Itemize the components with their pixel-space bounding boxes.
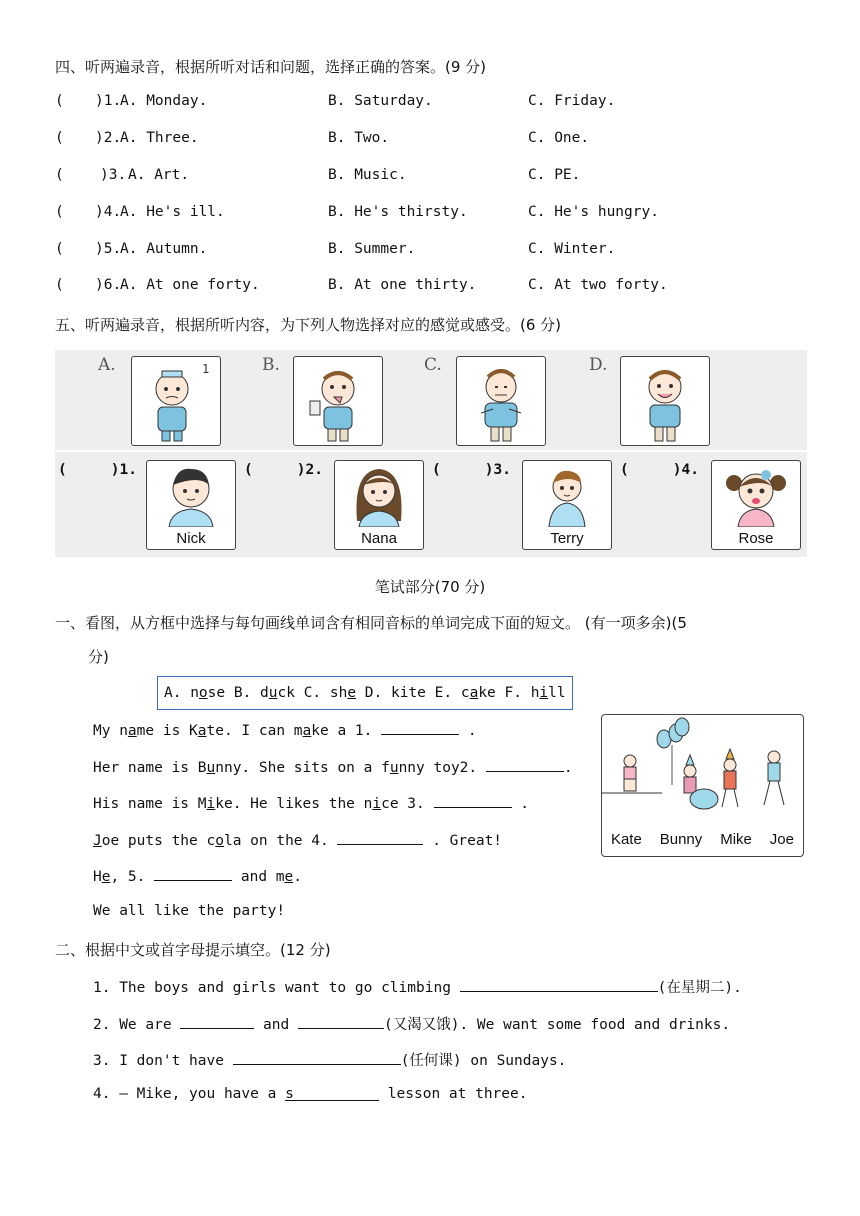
answer-paren[interactable]: ( [432,462,441,478]
option-b: B. At one thirty. [328,277,477,293]
question-number: )5. [95,241,122,257]
option-c: C. At two forty. [528,277,668,293]
answer-blank-2[interactable] [486,757,564,772]
question-row [55,204,121,220]
option-letter: D. [589,355,608,375]
person-card-nana [334,460,424,550]
section4-title: 四、听两遍录音，根据所听对话和问题，选择正确的答案。(9 分) [55,58,487,76]
picture-label: Kate [610,831,642,848]
part2-question-1: 1. The boys and girls want to go climbing (在星期二). [93,976,742,997]
part1-title-cont: 分) [88,648,109,666]
answer-blank-3[interactable] [434,793,512,808]
item-number: )1. [110,462,137,478]
option-c: C. Winter. [528,241,616,257]
boy-portrait-icon [523,461,611,527]
person-card-nick [146,460,236,550]
question-number: )1. [95,93,122,109]
option-a: A. Three. [120,130,199,146]
person-name: Terry [550,530,584,547]
answer-row [432,462,511,478]
person-card-terry [522,460,612,550]
answer-paren[interactable]: ( [55,130,64,146]
answer-paren[interactable]: ( [58,462,67,478]
word-choice-box: A. nose B. duck C. she D. kite E. cake F. hill [157,676,573,710]
question-row [55,241,121,257]
passage-line-5: He, 5. and me. [93,866,302,885]
item-number: )2. [296,462,323,478]
person-name: Nana [361,530,397,547]
option-b: B. He's thirsty. [328,204,468,220]
option-a: A. At one forty. [120,277,260,293]
picture-label: Mike [720,831,752,848]
option-a: A. Autumn. [120,241,208,257]
answer-blank[interactable] [233,1050,401,1065]
question-number: )4. [95,204,122,220]
option-a: A. Monday. [120,93,208,109]
answer-blank-1[interactable] [381,720,459,735]
answer-blank[interactable] [460,977,658,992]
question-number: )2. [95,130,122,146]
answer-paren[interactable]: ( [55,167,64,183]
section5-title: 五、听两遍录音，根据所听内容，为下列人物选择对应的感觉或感受。(6 分) [55,316,562,334]
happy-boy-icon [621,357,709,445]
option-c-picture [456,356,546,446]
option-c: C. He's hungry. [528,204,659,220]
passage-line-6: We all like the party! [93,903,286,919]
answer-paren[interactable]: ( [55,204,64,220]
answer-paren[interactable]: ( [620,462,629,478]
person-card-rose [711,460,801,550]
party-picture [601,714,804,857]
answer-paren[interactable]: ( [244,462,253,478]
answer-row [58,462,137,478]
question-number: )6. [95,277,122,293]
answer-row [244,462,323,478]
option-b: B. Saturday. [328,93,433,109]
party-names [602,831,803,848]
item-number: )4. [672,462,699,478]
picture-label: Bunny [659,831,703,848]
passage-line-2: Her name is Bunny. She sits on a funny toy2. . [93,757,573,776]
part1-title: 一、看图，从方框中选择与每句画线单词含有相同音标的单词完成下面的短文。 (有一项多余)(5 [55,614,687,632]
answer-blank-5[interactable] [154,866,232,881]
svg-text:1: 1 [202,362,210,376]
question-row [55,130,121,146]
question-number: )3. [100,167,127,183]
option-a: A. He's ill. [120,204,225,220]
passage-line-4: Joe puts the cola on the 4. . Great! [93,830,502,849]
passage-line-1: My name is Kate. I can make a 1. . [93,720,477,739]
option-c: C. Friday. [528,93,616,109]
item-number: )3. [484,462,511,478]
answer-row [620,462,699,478]
answer-blank[interactable] [180,1014,254,1029]
option-a: A. Art. [128,167,190,183]
girl-portrait-icon [712,461,800,527]
hint-letter: s [285,1086,294,1102]
passage-line-3: His name is Mike. He likes the nice 3. . [93,793,529,812]
person-name: Rose [738,530,774,547]
option-c: C. PE. [528,167,581,183]
option-a-picture [131,356,221,446]
option-b: B. Summer. [328,241,416,257]
option-b-picture [293,356,383,446]
girl-portrait-icon [335,461,423,527]
thirsty-boy-icon [294,357,382,445]
picture-label: Joe [769,831,794,848]
answer-blank[interactable] [298,1014,384,1029]
option-letter: C. [424,355,442,375]
option-c: C. One. [528,130,590,146]
question-row [55,167,126,183]
option-letter: B. [262,355,280,375]
answer-blank-4[interactable] [337,830,423,845]
question-row [55,277,121,293]
part2-question-2: 2. We are and (又渴又饿). We want some food and drinks. [93,1013,730,1034]
answer-blank[interactable] [285,1086,379,1101]
option-b: B. Two. [328,130,390,146]
part2-question-3: 3. I don't have (任何课) on Sundays. [93,1049,566,1070]
sick-boy-icon [132,357,220,445]
answer-paren[interactable]: ( [55,277,64,293]
question-row [55,93,121,109]
part2-question-4: 4. — Mike, you have a s lesson at three. [93,1086,528,1102]
option-b: B. Music. [328,167,407,183]
party-scene-icon [602,715,803,825]
option-letter: A. [98,355,116,375]
cold-boy-icon [457,357,545,445]
answer-paren[interactable]: ( [55,93,64,109]
part2-title: 二、根据中文或首字母提示填空。(12 分) [55,941,331,959]
option-d-picture [620,356,710,446]
person-name: Nick [176,530,206,547]
answer-paren[interactable]: ( [55,241,64,257]
boy-portrait-icon [147,461,235,527]
written-section-title: 笔试部分(70 分) [374,578,486,596]
